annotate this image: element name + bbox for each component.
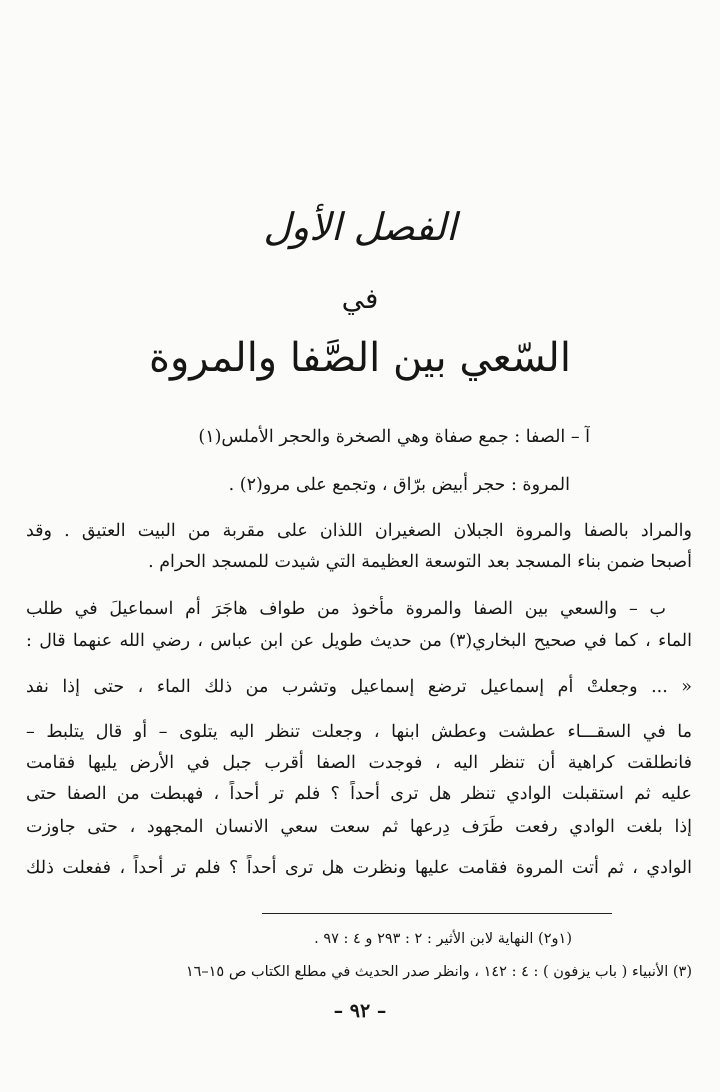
body-line-7: « ... وجعلتْ أم إسماعيل ترضع إسماعيل وتشرب من ذلك الماء ، حتى إذا نفد — [26, 677, 692, 697]
footnote-1: (١و٢) النهاية لابن الأثير : ٢ : ٢٩٣ و ٤ : ٩٧ . — [314, 931, 572, 947]
footnote-2: (٣) الأنبياء ( باب يزفون ) : ٤ : ١٤٢ ، وانظر صدر الحديث في مطلع الكتاب ص ١٥–١٦ — [185, 964, 692, 980]
chapter-preposition: في — [341, 282, 379, 315]
body-line-1: آ – الصفا : جمع صفاة وهي الصخرة والحجر الأملس(١) — [198, 427, 590, 447]
chapter-subtitle: السّعي بين الصَّفا والمروة — [149, 335, 571, 381]
page-number: – ٩٢ – — [333, 1000, 387, 1022]
body-line-11: إذا بلغت الوادي رفعت طَرَف دِرعها ثم سعت سعي الانسان المجهود ، حتى جاوزت — [26, 817, 692, 837]
body-line-4: أصبحا ضمن بناء المسجد بعد التوسعة العظيمة التي شيدت للمسجد الحرام . — [148, 552, 692, 572]
chapter-title: الفصل الأول — [263, 205, 457, 249]
body-line-8: ما في السقـــاء عطشت وعطش ابنها ، وجعلت تنظر اليه يتلوى – أو قال يتلبط – — [26, 722, 692, 742]
footnote-divider — [262, 913, 612, 914]
body-line-5: ب – والسعي بين الصفا والمروة مأخوذ من طواف هاجَرَ أم اسماعيلَ في طلب — [26, 599, 666, 619]
body-line-10: عليه ثم استقبلت الوادي تنظر هل ترى أحداً ؟ فلم تر أحداً ، فهبطت من الصفا حتى — [26, 784, 692, 804]
body-line-6: الماء ، كما في صحيح البخاري(٣) من حديث طويل عن ابن عباس ، رضي الله عنهما قال : — [26, 631, 692, 651]
body-line-9: فانطلقت كراهية أن تنظر اليه ، فوجدت الصفا أقرب جبل في الأرض يليها فقامت — [26, 753, 692, 773]
body-line-3: والمراد بالصفا والمروة الجبلان الصغيران اللذان على مقربة من البيت العتيق . وقد — [26, 521, 692, 541]
body-line-12: الوادي ، ثم أتت المروة فقامت عليها ونظرت هل ترى أحداً ؟ فلم تر أحداً ، ففعلت ذلك — [26, 858, 692, 878]
body-line-2: المروة : حجر أبيض برّاق ، وتجمع على مرو(٢) . — [228, 475, 570, 495]
